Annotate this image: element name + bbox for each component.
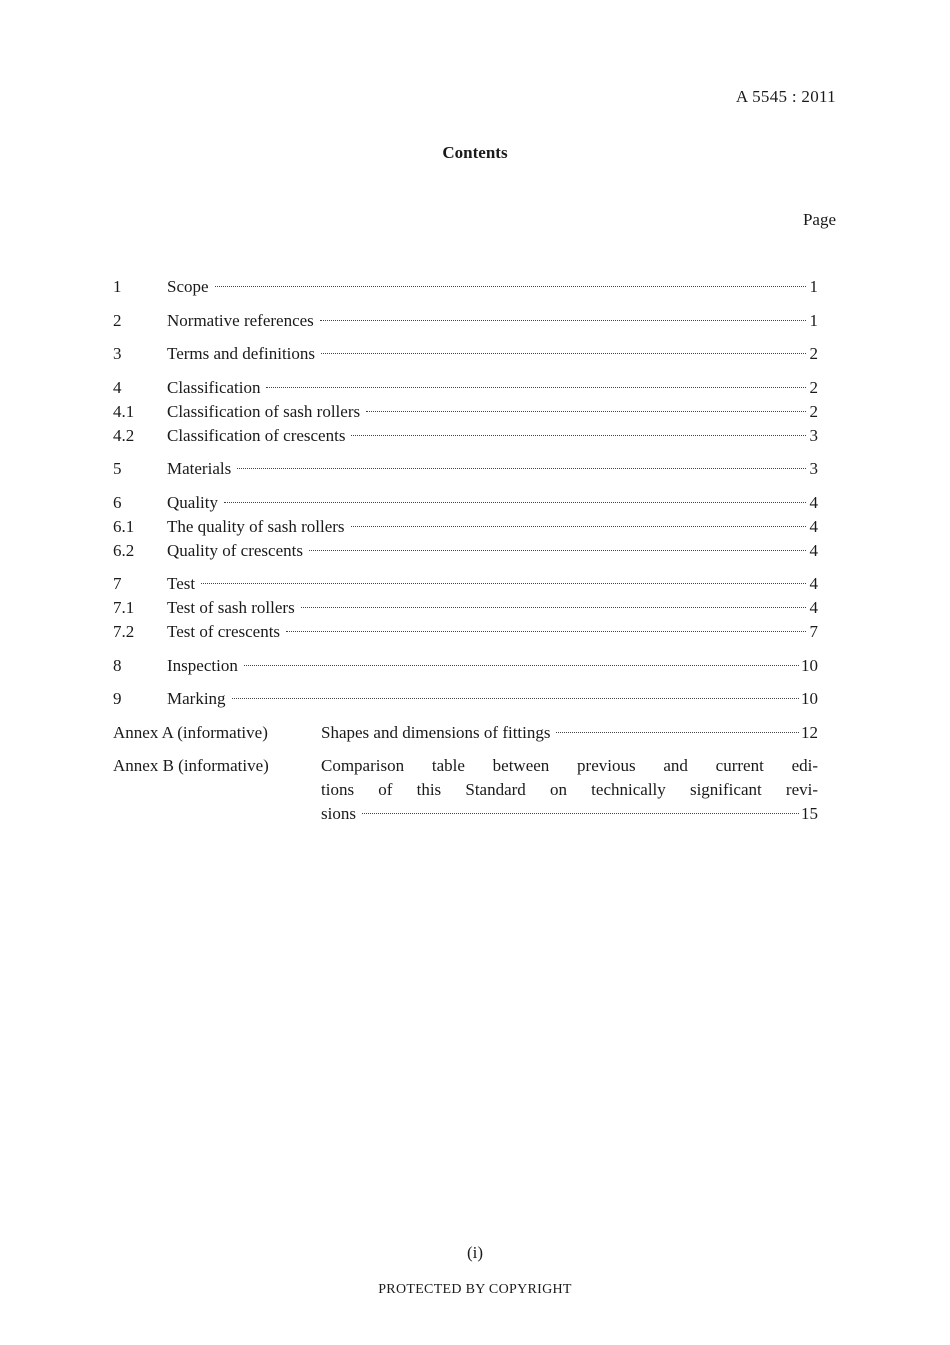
toc-entry-number: 3	[113, 344, 122, 363]
toc-entry-title: Classification	[167, 377, 261, 397]
toc-entry-title: The quality of sash rollers	[167, 516, 345, 536]
annex-entry[interactable]	[113, 754, 818, 826]
toc-entry-page: 1	[809, 310, 818, 330]
toc-spacer	[113, 299, 818, 309]
toc-entry[interactable]	[113, 376, 818, 400]
annex-title-last-line	[321, 721, 818, 745]
toc-entry-page: 4	[809, 516, 818, 536]
toc-entry-number: 4.2	[113, 425, 135, 445]
annex-page: 12	[801, 722, 818, 742]
toc-entry-page: 10	[801, 689, 818, 708]
annex-title-block	[321, 721, 818, 745]
toc-entry-number: 8	[113, 655, 122, 675]
toc-entry-title: Quality	[167, 492, 218, 512]
toc-entry-page: 1	[809, 277, 818, 296]
toc-spacer	[113, 711, 818, 721]
toc-entry[interactable]	[113, 539, 818, 563]
annex-label: Annex A (informative)	[113, 722, 268, 742]
toc-entry[interactable]	[113, 342, 818, 366]
toc-leader-dots	[320, 320, 806, 321]
toc-entry-page: 3	[809, 425, 818, 445]
toc-leader-dots	[362, 813, 799, 814]
toc-entry-page: 4	[809, 574, 818, 593]
annex-label: Annex B (informative)	[113, 756, 269, 775]
toc-leader-dots	[351, 526, 806, 527]
toc-entry-page: 4	[809, 492, 818, 512]
page-column-label: Page	[802, 210, 836, 229]
toc-entry[interactable]	[113, 491, 818, 515]
toc-entry-number: 6	[113, 492, 122, 512]
toc-entry-title: Scope	[167, 277, 209, 296]
toc-entry-number: 1	[113, 277, 122, 296]
annex-title-line: Comparison table between previous and current edi-	[321, 756, 818, 775]
toc-entry[interactable]	[113, 596, 818, 620]
toc-entry-page: 3	[809, 459, 818, 478]
copyright-notice: PROTECTED BY COPYRIGHT	[378, 1282, 572, 1297]
toc-leader-dots	[366, 411, 806, 412]
toc-leader-dots	[351, 435, 806, 436]
toc-spacer	[113, 678, 818, 688]
toc-entry-number: 6.2	[113, 540, 135, 560]
toc-leader-dots	[201, 583, 806, 584]
toc-spacer	[113, 366, 818, 376]
toc-entry-title: Materials	[167, 459, 232, 478]
toc-entry-number: 7.1	[113, 598, 135, 617]
page-folio: (i)	[466, 1243, 484, 1262]
annex-title-last-line	[321, 802, 818, 826]
toc-leader-dots	[244, 665, 799, 666]
toc-spacer	[113, 745, 818, 755]
toc-entry[interactable]	[113, 572, 818, 596]
toc-entry[interactable]	[113, 457, 818, 481]
toc-leader-dots	[556, 732, 799, 733]
standard-number: A 5545 : 2011	[735, 87, 836, 106]
toc-leader-dots	[286, 631, 806, 632]
toc-entry-title: Test	[167, 574, 196, 593]
toc-entry[interactable]	[113, 424, 818, 448]
toc-entry-number: 9	[113, 689, 122, 708]
toc-entry[interactable]	[113, 309, 818, 333]
toc-entry-number: 7.2	[113, 622, 135, 641]
toc-entry-number: 4	[113, 377, 122, 397]
toc-leader-dots	[232, 698, 799, 699]
toc-leader-dots	[309, 550, 806, 551]
annex-title-line: tions of this Standard on technically significant revi-	[321, 780, 818, 799]
toc-spacer	[113, 481, 818, 491]
table-of-contents	[113, 275, 818, 826]
annex-title-text: Shapes and dimensions of fittings	[321, 722, 551, 742]
toc-entry-page: 10	[801, 655, 818, 675]
annex-title-text: sions	[321, 804, 356, 823]
toc-entry[interactable]	[113, 620, 818, 644]
toc-entry[interactable]	[113, 275, 818, 299]
toc-entry-number: 4.1	[113, 401, 135, 421]
toc-spacer	[113, 333, 818, 343]
toc-entry-title: Quality of crescents	[167, 540, 303, 560]
toc-entry[interactable]	[113, 687, 818, 711]
toc-entry[interactable]	[113, 654, 818, 678]
toc-entry-page: 4	[809, 598, 818, 617]
toc-entry-title: Classification of sash rollers	[167, 401, 361, 421]
annex-entry[interactable]	[113, 721, 818, 745]
toc-entry-title: Terms and definitions	[167, 344, 316, 363]
toc-entry-page: 2	[809, 344, 818, 363]
toc-entry-number: 6.1	[113, 516, 135, 536]
toc-spacer	[113, 448, 818, 458]
toc-leader-dots	[215, 286, 806, 287]
toc-entry[interactable]	[113, 400, 818, 424]
annex-page: 15	[801, 804, 818, 823]
toc-entry-title: Inspection	[167, 655, 238, 675]
toc-entry-number: 2	[113, 310, 122, 330]
toc-leader-dots	[321, 353, 806, 354]
toc-entry-title: Test of sash rollers	[167, 598, 295, 617]
page-title: Contents	[442, 143, 508, 162]
toc-entry-title: Classification of crescents	[167, 425, 346, 445]
toc-entry-page: 2	[809, 401, 818, 421]
annex-title-block	[321, 754, 818, 826]
toc-entry-page: 4	[809, 540, 818, 560]
toc-spacer	[113, 563, 818, 573]
toc-entry-page: 7	[809, 622, 818, 641]
toc-leader-dots	[224, 502, 806, 503]
toc-entry-page: 2	[809, 377, 818, 397]
toc-leader-dots	[301, 607, 806, 608]
toc-entry-title: Test of crescents	[167, 622, 281, 641]
toc-entry-number: 7	[113, 574, 122, 593]
toc-leader-dots	[266, 387, 806, 388]
toc-entry[interactable]	[113, 515, 818, 539]
toc-entry-number: 5	[113, 459, 122, 478]
toc-entry-title: Normative references	[167, 310, 314, 330]
toc-entry-title: Marking	[167, 689, 226, 708]
toc-leader-dots	[237, 468, 806, 469]
toc-spacer	[113, 644, 818, 654]
